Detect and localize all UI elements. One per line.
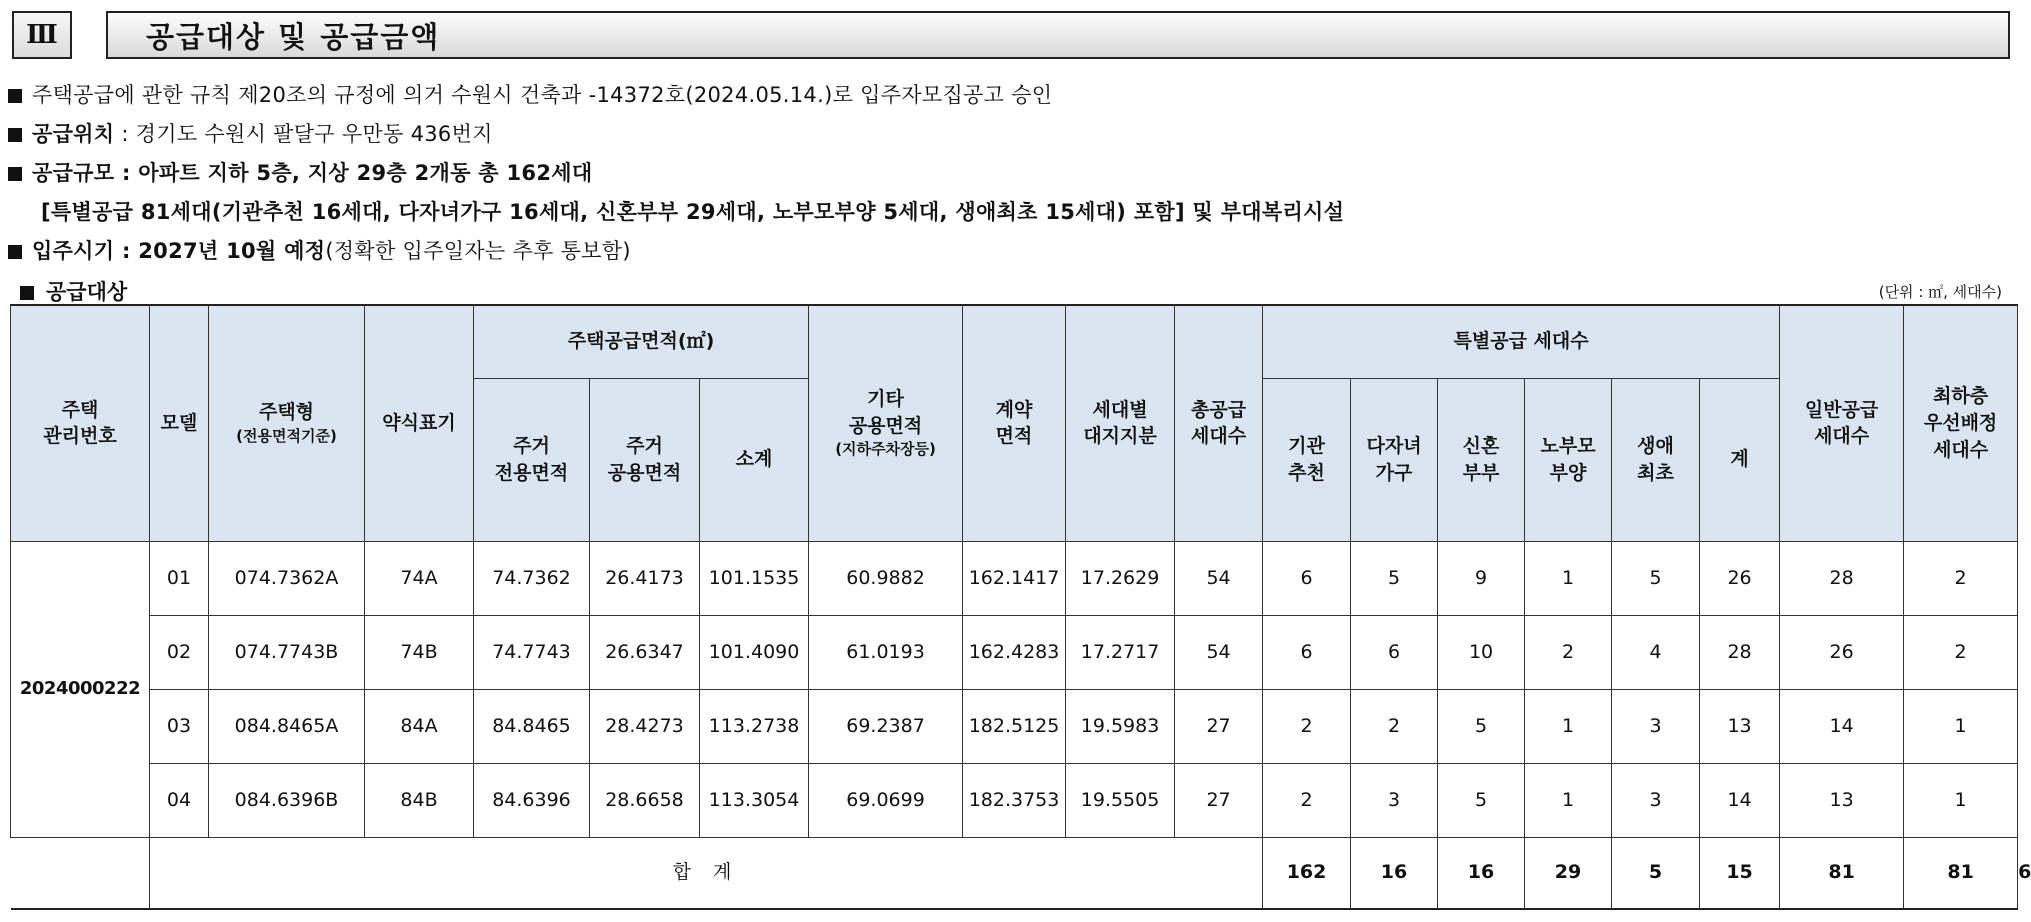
header-type-label: 주택형 [258,401,315,424]
bullet-square-icon [8,89,22,103]
header-lowest-floor: 최하층 우선배정 세대수 [1904,305,2018,541]
header-model: 모델 [150,305,209,541]
total-first: 15 [1700,837,1780,909]
scale-detail: [특별공급 81세대(기관추천 16세대, 다자녀가구 16세대, 신혼부부 29세대, 노부모부양 5세대, 생애최초 15세대) 포함] 및 부대복리시설 [41,200,1345,224]
move-in-label: 입주시기 : 2027년 10월 예정 [32,239,326,263]
header-first-life: 생애 최초 [1612,378,1700,541]
note-location [8,115,1998,154]
cell-mgmt-number: 2024000222 [11,541,150,837]
cell-abbr: 74B [365,615,474,689]
table-row [11,615,2018,689]
section-header [12,11,2010,61]
table-total-row: 합 계 162 16 16 29 5 15 81 81 6 [11,837,2018,909]
header-elderly: 노부모 부양 [1525,378,1612,541]
section-title: 공급대상 및 공급금액 [106,11,2010,59]
header-general: 일반공급 세대수 [1780,305,1904,541]
cell-model: 04 [150,763,209,837]
cell-land: 17.2717 [1066,615,1175,689]
header-private-area: 주거 전용면적 [474,378,590,541]
cell-abbr: 84A [365,689,474,763]
total-newly: 29 [1525,837,1612,909]
header-multi-child: 다자녀 가구 [1351,378,1438,541]
cell-first: 3 [1612,689,1700,763]
cell-land: 19.5505 [1066,763,1175,837]
header-newlywed: 신혼 부부 [1438,378,1525,541]
cell-model: 03 [150,689,209,763]
bullet-square-icon [8,245,22,259]
bullet-square-icon [8,167,22,181]
cell-contract: 162.1417 [963,541,1066,615]
cell-common: 26.6347 [590,615,700,689]
total-label: 합 계 [150,837,1263,909]
cell-first: 4 [1612,615,1700,689]
cell-model: 01 [150,541,209,615]
cell-elder: 2 [1525,615,1612,689]
total-multi: 16 [1438,837,1525,909]
cell-type: 084.6396B [209,763,365,837]
header-subtotal: 소계 [700,378,809,541]
cell-private: 74.7743 [474,615,590,689]
header-other-common-sub: (지하주차장등) [835,440,936,459]
total-elder: 5 [1612,837,1700,909]
table-row [11,763,2018,837]
cell-general: 28 [1780,541,1904,615]
cell-common: 26.4173 [590,541,700,615]
cell-newly: 5 [1438,689,1525,763]
location-label: 공급위치 [32,122,115,146]
cell-inst: 2 [1263,763,1351,837]
cell-lowest: 1 [1904,763,2018,837]
cell-sp-total: 28 [1700,615,1780,689]
sub-section-label: 공급대상 [46,280,128,304]
header-institution: 기관 추천 [1263,378,1351,541]
cell-subtotal: 101.1535 [700,541,809,615]
total-supply: 162 [1263,837,1351,909]
cell-other: 69.2387 [809,689,963,763]
header-abbr: 약식표기 [365,305,474,541]
total-inst: 16 [1351,837,1438,909]
cell-contract: 182.5125 [963,689,1066,763]
cell-type: 074.7743B [209,615,365,689]
cell-multi: 5 [1351,541,1438,615]
cell-lowest: 1 [1904,689,2018,763]
cell-sp-total: 13 [1700,689,1780,763]
cell-lowest: 2 [1904,615,2018,689]
cell-general: 14 [1780,689,1904,763]
cell-private: 84.8465 [474,689,590,763]
cell-private: 84.6396 [474,763,590,837]
note-scale [8,154,1998,193]
cell-other: 69.0699 [809,763,963,837]
cell-newly: 5 [1438,763,1525,837]
note-scale-detail [8,193,1998,232]
cell-model: 02 [150,615,209,689]
cell-multi: 2 [1351,689,1438,763]
header-land-share: 세대별 대지지분 [1066,305,1175,541]
cell-land: 17.2629 [1066,541,1175,615]
cell-total: 27 [1175,763,1263,837]
cell-common: 28.4273 [590,689,700,763]
cell-abbr: 74A [365,541,474,615]
cell-common: 28.6658 [590,763,700,837]
header-special-supply: 특별공급 세대수 [1263,305,1780,378]
scale-label: 공급규모 : 아파트 지하 5층, 지상 29층 2개동 총 162세대 [32,161,593,185]
header-common-area: 주거 공용면적 [590,378,700,541]
total-general: 81 [1904,837,2018,909]
note-move-in [8,232,1998,271]
move-in-note: (정확한 입주일자는 추후 통보함) [325,239,631,263]
cell-total: 54 [1175,615,1263,689]
cell-type: 084.8465A [209,689,365,763]
unit-note: (단위 : ㎡, 세대수) [1878,283,2002,301]
cell-multi: 3 [1351,763,1438,837]
cell-contract: 162.4283 [963,615,1066,689]
supply-table [10,304,2031,910]
cell-newly: 9 [1438,541,1525,615]
cell-elder: 1 [1525,689,1612,763]
cell-elder: 1 [1525,763,1612,837]
bullet-square-icon [20,286,34,300]
cell-sp-total: 26 [1700,541,1780,615]
cell-general: 13 [1780,763,1904,837]
cell-lowest: 2 [1904,541,2018,615]
header-type-sub: (전용면적기준) [236,427,337,446]
cell-other: 60.9882 [809,541,963,615]
cell-general: 26 [1780,615,1904,689]
cell-elder: 1 [1525,541,1612,615]
cell-inst: 6 [1263,541,1351,615]
cell-total: 27 [1175,689,1263,763]
header-mgmt-no: 주택 관리번호 [11,305,150,541]
cell-other: 61.0193 [809,615,963,689]
cell-subtotal: 113.2738 [700,689,809,763]
header-other-common [809,305,963,541]
cell-first: 3 [1612,763,1700,837]
cell-land: 19.5983 [1066,689,1175,763]
cell-inst: 2 [1263,689,1351,763]
cell-subtotal: 113.3054 [700,763,809,837]
header-type [209,305,365,541]
header-special-total: 계 [1700,378,1780,541]
note-approval [8,76,1998,115]
header-supply-area: 주택공급면적(㎡) [474,305,809,378]
cell-type: 074.7362A [209,541,365,615]
cell-subtotal: 101.4090 [700,615,809,689]
cell-total: 54 [1175,541,1263,615]
table-row [11,689,2018,763]
cell-newly: 10 [1438,615,1525,689]
cell-sp-total: 14 [1700,763,1780,837]
location-value: : 경기도 수원시 팔달구 우만동 436번지 [114,122,493,146]
header-contract-area: 계약 면적 [963,305,1066,541]
sub-section-title [20,276,127,306]
cell-first: 5 [1612,541,1700,615]
cell-multi: 6 [1351,615,1438,689]
header-other-common-label: 기타 공용면적 [848,388,923,437]
section-number: Ⅲ [12,11,72,59]
notes [8,76,1998,271]
table-row [11,541,2018,615]
header-total-supply: 총공급 세대수 [1175,305,1263,541]
bullet-square-icon [8,128,22,142]
approval-text: 주택공급에 관한 규칙 제20조의 규정에 의거 수원시 건축과 -14372호(2024.05.14.)로 입주자모집공고 승인 [32,83,1053,107]
cell-private: 74.7362 [474,541,590,615]
cell-abbr: 84B [365,763,474,837]
cell-contract: 182.3753 [963,763,1066,837]
total-sp-total: 81 [1780,837,1904,909]
cell-inst: 6 [1263,615,1351,689]
